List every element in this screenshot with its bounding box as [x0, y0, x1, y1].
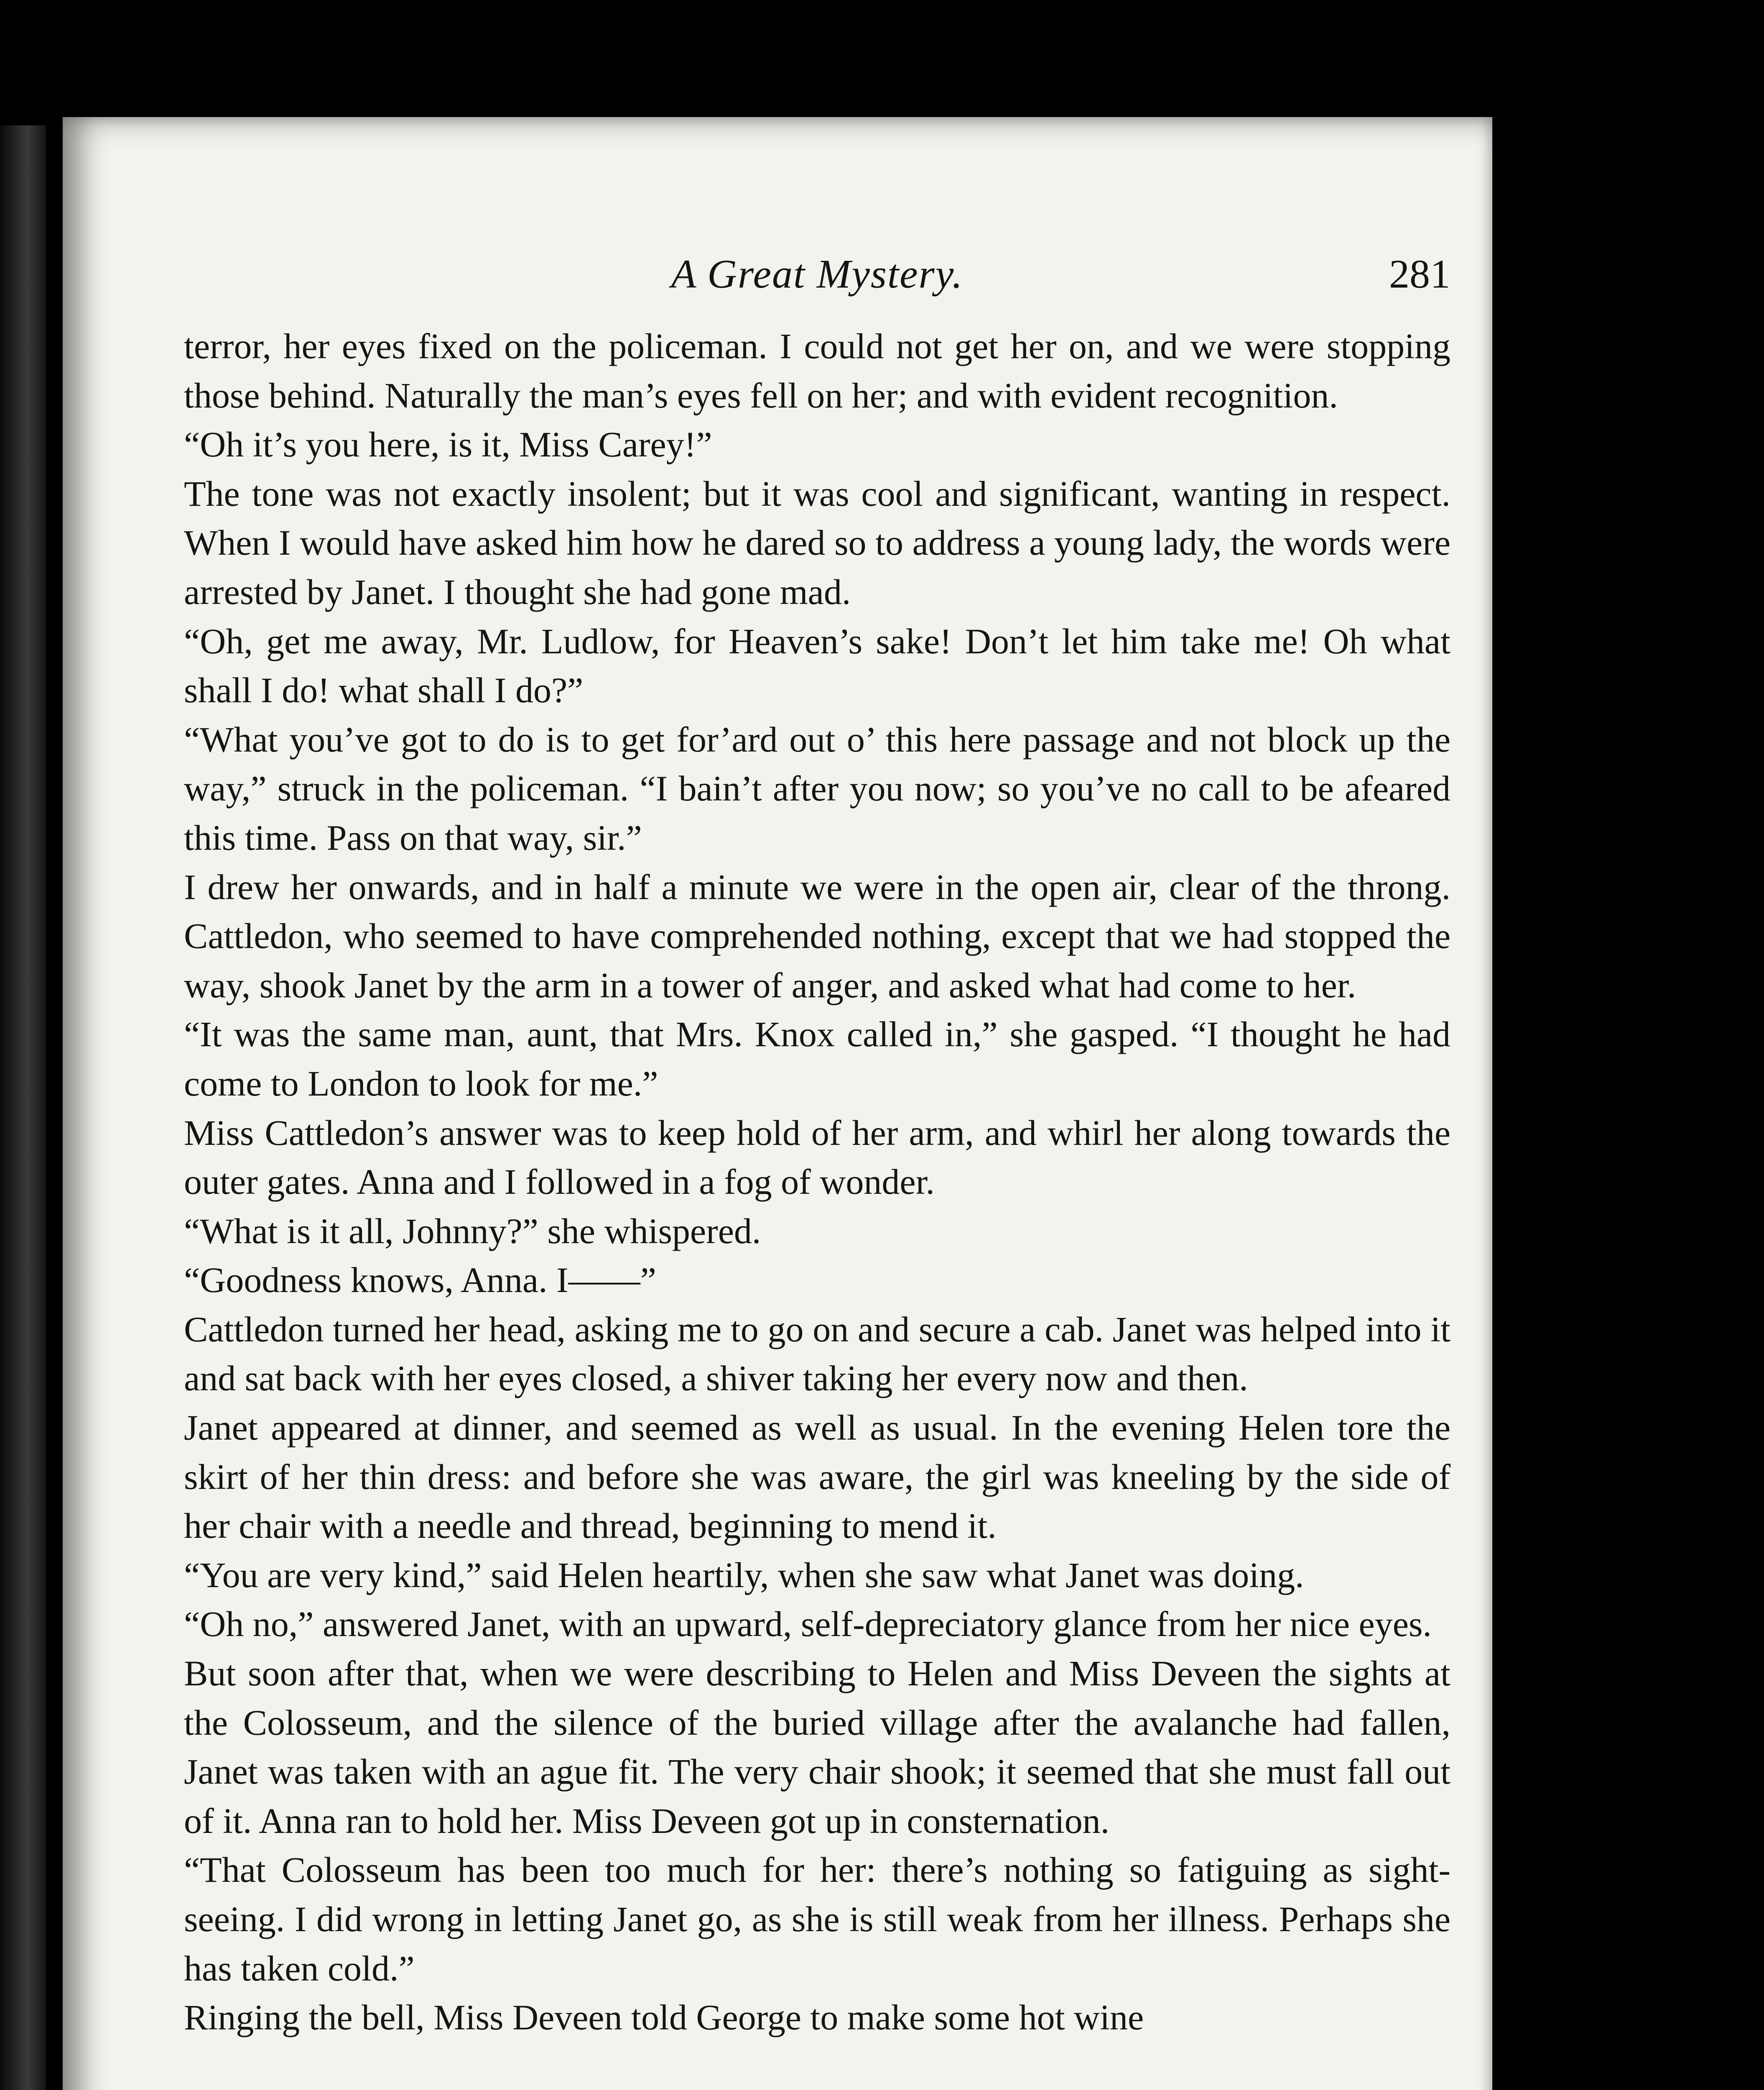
body-text — [184, 322, 1450, 2042]
paragraph: Miss Cattledon’s answer was to keep hold of her arm, and whirl her along towards the outer gates. Anna and I followed in a fog of wonder. — [184, 1112, 1450, 1202]
book-page — [63, 117, 1492, 2090]
running-head-title: A Great Mystery. — [671, 252, 964, 297]
paragraph: Ringing the bell, Miss Deveen told George to make some hot wine — [184, 1997, 1144, 2038]
paragraph: “What is it all, Johnny?” she whispered. — [184, 1211, 761, 1251]
page-content — [184, 251, 1450, 2042]
paragraph: “That Colosseum has been too much for her: there’s nothing so fatiguing as sight-seeing. I did wrong in letting Janet go, as she is still weak from her illness. Perhaps she has taken cold.” — [184, 1850, 1450, 1988]
page-number: 281 — [1389, 252, 1450, 297]
paragraph: I drew her onwards, and in half a minute we were in the open air, clear of the throng. Cattledon, who seemed to have comprehended nothing, except that we had stopped the way, shook Janet by the arm in a tower of anger, and asked what had come to her. — [184, 867, 1450, 1005]
paragraph: Cattledon turned her head, asking me to go on and secure a cab. Janet was helped into it and sat back with her eyes closed, a shiver taking her every now and then. — [184, 1309, 1450, 1399]
paragraph: terror, her eyes fixed on the policeman. I could not get her on, and we were stopping those behind. Naturally the man’s eyes fell on her; and with evident recognition. — [184, 326, 1450, 415]
paragraph: The tone was not exactly insolent; but it was cool and significant, wanting in respect. When I would have asked him how he dared so to address a young lady, the words were arrested by Janet. I thought she had gone mad. — [184, 473, 1450, 612]
paragraph: “It was the same man, aunt, that Mrs. Knox called in,” she gasped. “I thought he had come to London to look for me.” — [184, 1014, 1450, 1104]
paragraph: But soon after that, when we were describing to Helen and Miss Deveen the sights at the Colosseum, and the silence of the buried village after the avalanche had fallen, Janet was taken with an ague fit. The very chair shook; it seemed that she must fall out of it. Anna ran to hold her. Miss Deveen got up in consternation. — [184, 1653, 1450, 1841]
left-page-edge — [0, 125, 46, 2090]
paragraph: “Goodness knows, Anna. I——” — [184, 1260, 656, 1300]
paragraph: “Oh, get me away, Mr. Ludlow, for Heaven’s sake! Don’t let him take me! Oh what shall I do! what shall I do?” — [184, 621, 1450, 711]
paragraph: “Oh no,” answered Janet, with an upward, self-depreciatory glance from her nice eyes. — [184, 1604, 1432, 1644]
paragraph: “You are very kind,” said Helen heartily, when she saw what Janet was doing. — [184, 1555, 1304, 1595]
paragraph: “What you’ve got to do is to get for’ard out o’ this here passage and not block up the way,” struck in the policeman. “I bain’t after you now; so you’ve no call to be afeared this time. Pass on that way, sir.” — [184, 719, 1450, 858]
paragraph: Janet appeared at dinner, and seemed as well as usual. In the evening Helen tore the skirt of her thin dress: and before she was aware, the girl was kneeling by the side of her chair with a needle and thread, beginning to mend it. — [184, 1407, 1450, 1546]
paragraph: “Oh it’s you here, is it, Miss Carey!” — [184, 424, 712, 465]
running-head — [184, 251, 1450, 322]
